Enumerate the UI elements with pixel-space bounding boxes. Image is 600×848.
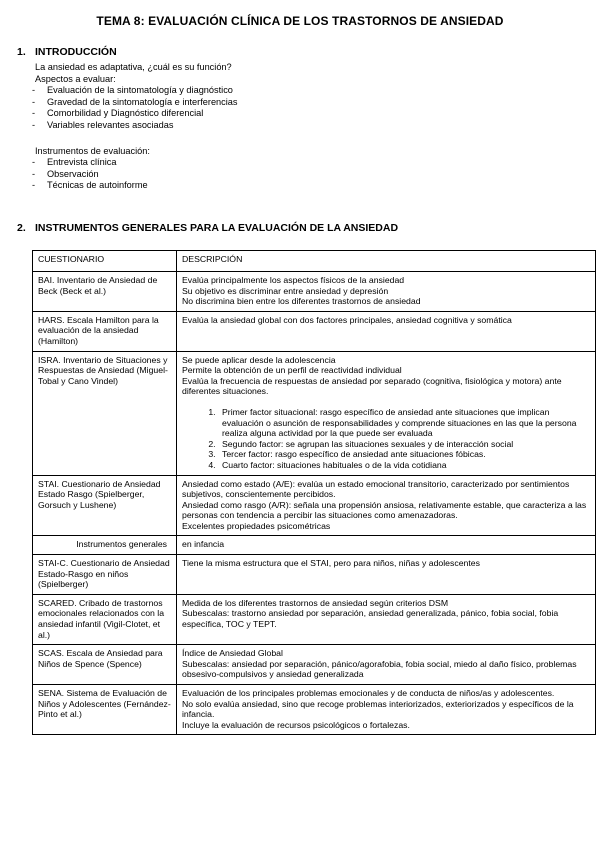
table-subheader-row (33, 536, 596, 555)
description-line: Se puede aplicar desde la adolescencia (182, 354, 336, 365)
description-line: No solo evalúa ansiedad, sino que recoge problemas interiorizados, exteriorizados y específicos de la infancia. (182, 698, 574, 720)
questionnaire-description (177, 555, 596, 595)
factor-list (182, 407, 590, 471)
questionnaire-description (177, 685, 596, 735)
questionnaire-name: HARS. Escala Hamilton para la evaluación de la ansiedad (Hamilton) (33, 311, 177, 351)
list-item: - Comorbilidad y Diagnóstico diferencial (32, 108, 238, 120)
instruments-label: Instrumentos de evaluación: (35, 145, 150, 156)
column-header-questionnaire: CUESTIONARIO (33, 251, 177, 272)
table-row (33, 685, 596, 735)
aspects-list (35, 85, 238, 131)
questionnaire-name: BAI. Inventario de Ansiedad de Beck (Beck et al.) (33, 272, 177, 312)
aspects-label: Aspectos a evaluar: (35, 73, 116, 84)
section-2-title: INSTRUMENTOS GENERALES PARA LA EVALUACIÓN DE LA ANSIEDAD (35, 222, 399, 234)
questionnaire-name: SENA. Sistema de Evaluación de Niños y Adolescentes (Fernández-Pinto et al.) (33, 685, 177, 735)
list-item: 1. Primer factor situacional: rasgo específico de ansiedad ante situaciones que implican evaluación o asunción de responsabilidades y comprende situaciones en las que la persona realiza alguna actividad por la que puede ser evaluada (218, 407, 590, 439)
intro-question: La ansiedad es adaptativa, ¿cuál es su función? (35, 62, 232, 72)
section-1-title: INTRODUCCIÓN (35, 46, 117, 58)
subheader-right: en infancia (177, 536, 596, 555)
table-row (33, 594, 596, 644)
table-row (33, 555, 596, 595)
table-row (33, 645, 596, 685)
table-row (33, 351, 596, 475)
description-line: Evalúa la frecuencia de respuestas de ansiedad por separado (cognitiva, fisiológica y motora) ante diferentes situaciones. (182, 375, 562, 397)
description-line: Subescalas: ansiedad por separación, pánico/agorafobia, fobia social, miedo al daño físico, problemas obsesivo-compulsivos y ansiedad generalizada (182, 658, 577, 680)
section-1-heading (17, 46, 117, 58)
questionnaire-description (177, 475, 596, 536)
questionnaire-description (177, 645, 596, 685)
list-item: 3. Tercer factor: rasgo específico de ansiedad ante situaciones fóbicas. (218, 449, 590, 460)
list-item: - Entrevista clínica (32, 157, 238, 169)
description-line: Ansiedad como rasgo (A/R): señala una propensión ansiosa, relativamente estable, que caracteriza a las personas con tendencia a percibir las situaciones como amenazadoras. (182, 499, 587, 521)
questionnaire-name: SCAS. Escala de Ansiedad para Niños de Spence (Spence) (33, 645, 177, 685)
list-item: 4. Cuarto factor: situaciones habituales o de la vida cotidiana (218, 460, 590, 471)
description-line: Índice de Ansiedad Global (182, 648, 283, 659)
description-line: Evalúa la ansiedad global con dos factores principales, ansiedad cognitiva y somática (182, 314, 512, 325)
questionnaire-description (177, 272, 596, 312)
table-row (33, 475, 596, 536)
questionnaire-name: STAI. Cuestionario de Ansiedad Estado Rasgo (Spielberger, Gorsuch y Lushene) (33, 475, 177, 536)
description-line: Excelentes propiedades psicométricas (182, 520, 331, 531)
questionnaire-description (177, 351, 596, 475)
description-line: Ansiedad como estado (A/E): evalúa un estado emocional transitorio, caracterizado por sentimientos subjetivos, conscientemente percibidos. (182, 478, 570, 500)
questionnaire-name: SCARED. Cribado de trastornos emocionales relacionados con la ansiedad infantil (Vigil-Clotet, et al.) (33, 594, 177, 644)
questionnaire-description (177, 594, 596, 644)
description-line: Su objetivo es discriminar entre ansiedad y depresión (182, 285, 389, 296)
list-item: 2. Segundo factor: se agrupan las situaciones sexuales y de interacción social (218, 439, 590, 450)
questionnaire-table (32, 250, 596, 735)
list-item: - Evaluación de la sintomatología y diagnóstico (32, 85, 238, 97)
description-line: Medida de los diferentes trastornos de ansiedad según criterios DSM (182, 597, 449, 608)
introduction-body (35, 62, 238, 192)
section-2-heading (17, 222, 398, 234)
description-line: Subescalas: trastorno ansiedad por separación, ansiedad generalizada, pánico, fobia social, fobia específica, TOC y TEPT. (182, 608, 559, 630)
description-line: Incluye la evaluación de recursos psicológicos o fortalezas. (182, 719, 410, 730)
list-item: - Gravedad de la sintomatología e interferencias (32, 97, 238, 109)
table-row (33, 272, 596, 312)
description-line: No discrimina bien entre los diferentes trastornos de ansiedad (182, 296, 421, 307)
table-header-row (33, 251, 596, 272)
description-line: Evalúa principalmente los aspectos físicos de la ansiedad (182, 275, 405, 285)
list-item: - Técnicas de autoinforme (32, 180, 238, 192)
section-2-number: 2. (17, 222, 26, 234)
description-line: Evaluación de los principales problemas emocionales y de conducta de niños/as y adolescentes. (182, 688, 555, 698)
column-header-description: DESCRIPCIÓN (177, 251, 596, 272)
list-item: - Observación (32, 169, 238, 181)
questionnaire-name: ISRA. Inventario de Situaciones y Respuestas de Ansiedad (Miguel-Tobal y Cano Vindel) (33, 351, 177, 475)
document-title: TEMA 8: EVALUACIÓN CLÍNICA DE LOS TRASTORNOS DE ANSIEDAD (96, 14, 504, 28)
description-line: Permite la obtención de un perfil de reactividad individual (182, 365, 402, 376)
questionnaire-name: STAI-C. Cuestionario de Ansiedad Estado-Rasgo en niños (Spielberger) (33, 555, 177, 595)
list-item: - Variables relevantes asociadas (32, 120, 238, 132)
description-line: Tiene la misma estructura que el STAI, pero para niños, niñas y adolescentes (182, 558, 480, 569)
questionnaire-description (177, 311, 596, 351)
subheader-left: Instrumentos generales (33, 536, 177, 555)
instruments-list (35, 157, 238, 192)
table-row (33, 311, 596, 351)
section-1-number: 1. (17, 46, 26, 58)
